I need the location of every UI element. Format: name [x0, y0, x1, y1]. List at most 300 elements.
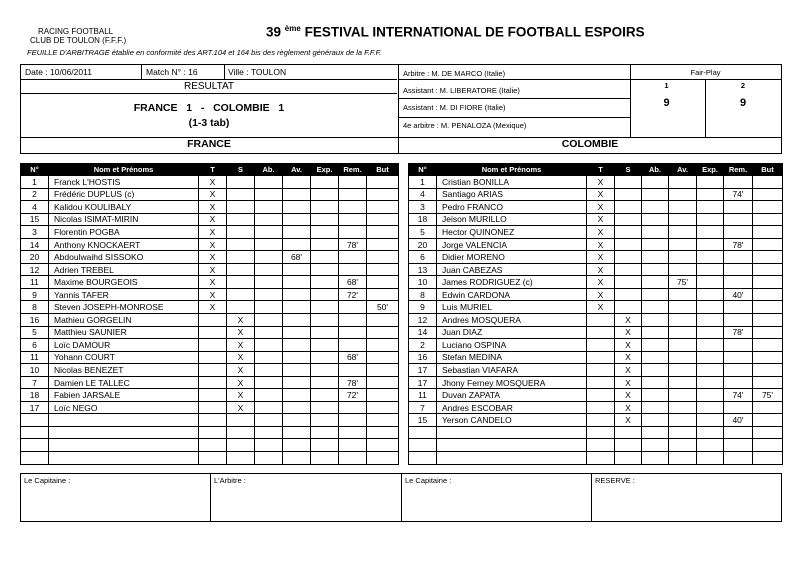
table-cell [753, 276, 783, 289]
table-cell [367, 426, 399, 439]
table-cell [311, 276, 339, 289]
table-cell: X [615, 339, 642, 352]
table-row [409, 364, 783, 377]
player-number [21, 414, 49, 427]
table-cell [724, 452, 753, 465]
table-cell [642, 226, 669, 239]
table-cell [587, 439, 615, 452]
assistant-referee-2: Assistant : M. DI FIORE (Italie) [403, 103, 506, 112]
table-cell [199, 376, 227, 389]
player-number: 20 [409, 238, 437, 251]
table-cell [587, 326, 615, 339]
table-cell [642, 401, 669, 414]
table-cell: 68' [339, 351, 367, 364]
org-club: CLUB DE TOULON (F.F.F.) [30, 36, 127, 45]
table-cell [587, 426, 615, 439]
table-cell [227, 251, 255, 264]
table-cell [199, 351, 227, 364]
table-cell: X [227, 364, 255, 377]
table-cell [669, 213, 697, 226]
table-row [409, 351, 783, 364]
player-number: 17 [409, 364, 437, 377]
table-cell [367, 201, 399, 214]
table-cell [669, 339, 697, 352]
table-cell [753, 452, 783, 465]
table-cell: X [615, 351, 642, 364]
table-cell [199, 401, 227, 414]
table-cell [724, 276, 753, 289]
table-cell [339, 314, 367, 327]
penalty-result: (1-3 tab) [188, 117, 230, 129]
table-cell: 78' [724, 326, 753, 339]
table-cell [255, 314, 283, 327]
player-name: Luis MURIEL [437, 301, 587, 314]
table-cell [642, 452, 669, 465]
table-cell [697, 389, 724, 402]
table-cell [753, 351, 783, 364]
player-name [49, 439, 199, 452]
table-cell [339, 201, 367, 214]
table-cell [724, 226, 753, 239]
player-number: 12 [21, 263, 49, 276]
table-cell [669, 414, 697, 427]
table-row [21, 213, 399, 226]
table-cell [311, 301, 339, 314]
table-cell [669, 226, 697, 239]
table-row [21, 188, 399, 201]
table-cell [227, 452, 255, 465]
table-cell [283, 351, 311, 364]
table-row [409, 176, 783, 189]
table-cell [255, 414, 283, 427]
player-number: 16 [21, 314, 49, 327]
table-row [21, 452, 399, 465]
player-number: 1 [21, 176, 49, 189]
player-name: Cristian BONILLA [437, 176, 587, 189]
table-cell [697, 263, 724, 276]
table-cell: 40' [724, 288, 753, 301]
table-row [21, 326, 399, 339]
column-header: Nom et Prénoms [437, 164, 587, 176]
player-name: Florentin POGBA [49, 226, 199, 239]
table-cell [724, 201, 753, 214]
player-name: Mathieu GORGELIN [49, 314, 199, 327]
table-cell [367, 414, 399, 427]
player-name: Sebastian VIAFARA [437, 364, 587, 377]
table-cell [669, 238, 697, 251]
table-cell [724, 301, 753, 314]
player-number: 11 [409, 389, 437, 402]
table-cell [697, 226, 724, 239]
table-cell [587, 339, 615, 352]
player-name: Juan DIAZ [437, 326, 587, 339]
table-cell [587, 452, 615, 465]
table-cell: X [587, 301, 615, 314]
table-cell [367, 276, 399, 289]
player-name: Edwin CARDONA [437, 288, 587, 301]
table-cell [199, 426, 227, 439]
player-name [437, 452, 587, 465]
table-row [409, 263, 783, 276]
table-cell [753, 226, 783, 239]
player-name: Frédéric DUPLUS (c) [49, 188, 199, 201]
table-cell [339, 414, 367, 427]
table-cell [283, 326, 311, 339]
table-cell [697, 326, 724, 339]
table-cell: X [227, 401, 255, 414]
table-cell: X [199, 176, 227, 189]
table-cell [642, 389, 669, 402]
table-cell [642, 276, 669, 289]
player-number: 16 [409, 351, 437, 364]
table-cell [339, 439, 367, 452]
table-row [409, 439, 783, 452]
column-header: Av. [669, 164, 697, 176]
column-header: S [227, 164, 255, 176]
table-cell [753, 238, 783, 251]
table-row [21, 414, 399, 427]
table-cell [753, 326, 783, 339]
player-number [21, 452, 49, 465]
table-row [409, 213, 783, 226]
table-cell [283, 414, 311, 427]
table-cell [642, 288, 669, 301]
table-cell [697, 439, 724, 452]
table-row [21, 263, 399, 276]
table-cell [255, 251, 283, 264]
table-cell [669, 401, 697, 414]
table-cell [642, 263, 669, 276]
table-cell [199, 452, 227, 465]
table-row [21, 176, 399, 189]
table-cell [615, 452, 642, 465]
table-cell [669, 176, 697, 189]
table-cell [199, 439, 227, 452]
table-row [21, 426, 399, 439]
table-cell [615, 213, 642, 226]
table-row [21, 364, 399, 377]
table-cell: X [227, 376, 255, 389]
table-cell: X [199, 238, 227, 251]
table-cell [669, 314, 697, 327]
table-cell [283, 188, 311, 201]
player-number: 4 [409, 188, 437, 201]
table-cell [255, 263, 283, 276]
table-cell [724, 213, 753, 226]
table-cell [587, 389, 615, 402]
table-cell [753, 288, 783, 301]
table-cell [753, 339, 783, 352]
column-header: Rem. [724, 164, 753, 176]
table-row [21, 288, 399, 301]
player-name: Yerson CANDELO [437, 414, 587, 427]
table-cell [283, 176, 311, 189]
table-cell [283, 276, 311, 289]
player-number [409, 452, 437, 465]
table-cell [311, 176, 339, 189]
table-cell [669, 201, 697, 214]
table-cell: X [199, 251, 227, 264]
table-cell: X [587, 226, 615, 239]
table-cell [724, 176, 753, 189]
table-cell [255, 439, 283, 452]
table-cell [724, 339, 753, 352]
table-cell [311, 414, 339, 427]
table-row [409, 314, 783, 327]
table-cell [339, 364, 367, 377]
table-cell [367, 263, 399, 276]
table-cell: X [587, 238, 615, 251]
table-cell [255, 452, 283, 465]
table-row [21, 339, 399, 352]
player-number: 17 [21, 401, 49, 414]
player-number: 18 [409, 213, 437, 226]
table-cell [227, 263, 255, 276]
table-cell [753, 201, 783, 214]
table-cell [227, 414, 255, 427]
player-name: Jeison MURILLO [437, 213, 587, 226]
table-cell [283, 288, 311, 301]
table-cell [227, 301, 255, 314]
table-cell [724, 426, 753, 439]
table-cell [339, 263, 367, 276]
table-cell: 40' [724, 414, 753, 427]
table-cell [227, 439, 255, 452]
referee-signature: L'Arbitre : [214, 476, 246, 485]
table-cell: X [199, 276, 227, 289]
player-number: 13 [409, 263, 437, 276]
table-cell: X [615, 401, 642, 414]
player-number [21, 426, 49, 439]
table-row [409, 376, 783, 389]
table-cell [642, 376, 669, 389]
table-cell [724, 263, 753, 276]
table-cell [339, 339, 367, 352]
table-cell [642, 213, 669, 226]
table-cell [642, 238, 669, 251]
table-cell [199, 339, 227, 352]
table-row [409, 401, 783, 414]
player-name [49, 426, 199, 439]
table-cell [642, 314, 669, 327]
table-cell [227, 201, 255, 214]
table-cell [283, 389, 311, 402]
table-cell [669, 426, 697, 439]
table-cell [255, 401, 283, 414]
table-cell [199, 414, 227, 427]
table-cell: 74' [724, 188, 753, 201]
table-row [409, 238, 783, 251]
table-cell [642, 439, 669, 452]
captain-left-signature: Le Capitaine : [24, 476, 71, 485]
table-cell [697, 401, 724, 414]
column-header: But [367, 164, 399, 176]
fairplay-col-2: 2 [740, 81, 746, 90]
table-cell [697, 376, 724, 389]
table-cell: X [227, 326, 255, 339]
table-cell [367, 351, 399, 364]
table-cell [311, 339, 339, 352]
signature-block [20, 473, 782, 522]
table-cell [753, 176, 783, 189]
table-cell [669, 251, 697, 264]
table-row [21, 238, 399, 251]
table-cell [367, 339, 399, 352]
player-number: 3 [21, 226, 49, 239]
table-cell: X [227, 389, 255, 402]
table-cell [227, 226, 255, 239]
player-name: Loïc NEGO [49, 401, 199, 414]
match-number: Match N° : 16 [146, 67, 198, 77]
player-name: James RODRIGUEZ (c) [437, 276, 587, 289]
table-cell [367, 288, 399, 301]
player-name: Adrien TREBEL [49, 263, 199, 276]
table-cell [339, 426, 367, 439]
table-cell: X [199, 201, 227, 214]
table-cell [697, 288, 724, 301]
table-cell [669, 263, 697, 276]
table-cell [587, 401, 615, 414]
table-cell [339, 326, 367, 339]
table-cell: 78' [724, 238, 753, 251]
table-cell: 74' [724, 389, 753, 402]
table-cell [753, 414, 783, 427]
player-number: 10 [21, 364, 49, 377]
table-cell [615, 251, 642, 264]
table-row [409, 301, 783, 314]
table-row [409, 389, 783, 402]
table-cell [283, 401, 311, 414]
table-cell: X [587, 288, 615, 301]
player-number: 7 [409, 401, 437, 414]
table-cell [367, 238, 399, 251]
table-cell [199, 389, 227, 402]
table-cell [367, 226, 399, 239]
table-cell [227, 188, 255, 201]
table-cell: X [587, 276, 615, 289]
table-cell [697, 452, 724, 465]
table-cell [311, 201, 339, 214]
player-number: 5 [409, 226, 437, 239]
table-cell [311, 439, 339, 452]
table-cell [367, 326, 399, 339]
table-cell: 75' [669, 276, 697, 289]
table-cell [642, 301, 669, 314]
player-number: 2 [409, 339, 437, 352]
regulation-note: FEUILLE D'ARBITRAGE établie en conformité des ART.104 et 164 bis des règlement généraux de la F.F.F. [27, 48, 382, 57]
table-cell [753, 376, 783, 389]
player-number: 10 [409, 276, 437, 289]
table-cell [199, 364, 227, 377]
table-cell [697, 301, 724, 314]
table-cell [255, 188, 283, 201]
table-cell [311, 263, 339, 276]
table-cell [255, 339, 283, 352]
table-cell: 72' [339, 288, 367, 301]
column-header: Exp. [697, 164, 724, 176]
table-cell: X [227, 339, 255, 352]
table-cell [669, 188, 697, 201]
table-cell [311, 326, 339, 339]
table-row [409, 288, 783, 301]
table-cell [587, 414, 615, 427]
column-header: Av. [283, 164, 311, 176]
table-row [409, 414, 783, 427]
team-right-name: COLOMBIE [561, 138, 619, 150]
table-cell: 75' [753, 389, 783, 402]
table-cell [724, 439, 753, 452]
table-cell [283, 339, 311, 352]
table-cell [311, 288, 339, 301]
table-row [409, 251, 783, 264]
table-cell [283, 213, 311, 226]
player-number: 14 [21, 238, 49, 251]
reserve-field: RESERVE : [595, 476, 635, 485]
player-name: Franck L'HOSTIS [49, 176, 199, 189]
player-number: 12 [409, 314, 437, 327]
table-cell [642, 414, 669, 427]
player-number: 17 [409, 376, 437, 389]
player-name: Steven JOSEPH-MONROSE [49, 301, 199, 314]
table-cell: X [587, 188, 615, 201]
table-row [409, 452, 783, 465]
table-cell [311, 401, 339, 414]
table-cell [339, 176, 367, 189]
table-cell: X [615, 314, 642, 327]
table-cell [227, 288, 255, 301]
player-name: Loïc DAMOUR [49, 339, 199, 352]
table-cell [724, 401, 753, 414]
table-cell [283, 226, 311, 239]
table-row [409, 339, 783, 352]
table-cell [283, 439, 311, 452]
table-cell [753, 301, 783, 314]
table-cell: X [227, 351, 255, 364]
table-cell [669, 389, 697, 402]
table-row [409, 201, 783, 214]
table-cell [227, 213, 255, 226]
table-cell [283, 376, 311, 389]
table-row [21, 201, 399, 214]
table-cell [697, 188, 724, 201]
player-name: Andres ESCOBAR [437, 401, 587, 414]
table-cell [283, 452, 311, 465]
player-number: 6 [21, 339, 49, 352]
table-cell [642, 176, 669, 189]
player-number [21, 439, 49, 452]
player-number: 9 [21, 288, 49, 301]
player-number: 7 [21, 376, 49, 389]
table-cell [669, 376, 697, 389]
table-cell [642, 351, 669, 364]
table-cell [199, 326, 227, 339]
player-number: 8 [409, 288, 437, 301]
team-left-name: FRANCE [187, 138, 231, 150]
table-cell [283, 364, 311, 377]
player-number: 1 [409, 176, 437, 189]
table-cell [642, 188, 669, 201]
player-name: Stefan MEDINA [437, 351, 587, 364]
player-number [409, 426, 437, 439]
table-cell [367, 314, 399, 327]
table-cell [255, 201, 283, 214]
player-name: Matthieu SAUNIER [49, 326, 199, 339]
table-cell [367, 376, 399, 389]
table-cell [255, 351, 283, 364]
table-cell [255, 301, 283, 314]
table-cell [669, 452, 697, 465]
table-cell: X [587, 263, 615, 276]
